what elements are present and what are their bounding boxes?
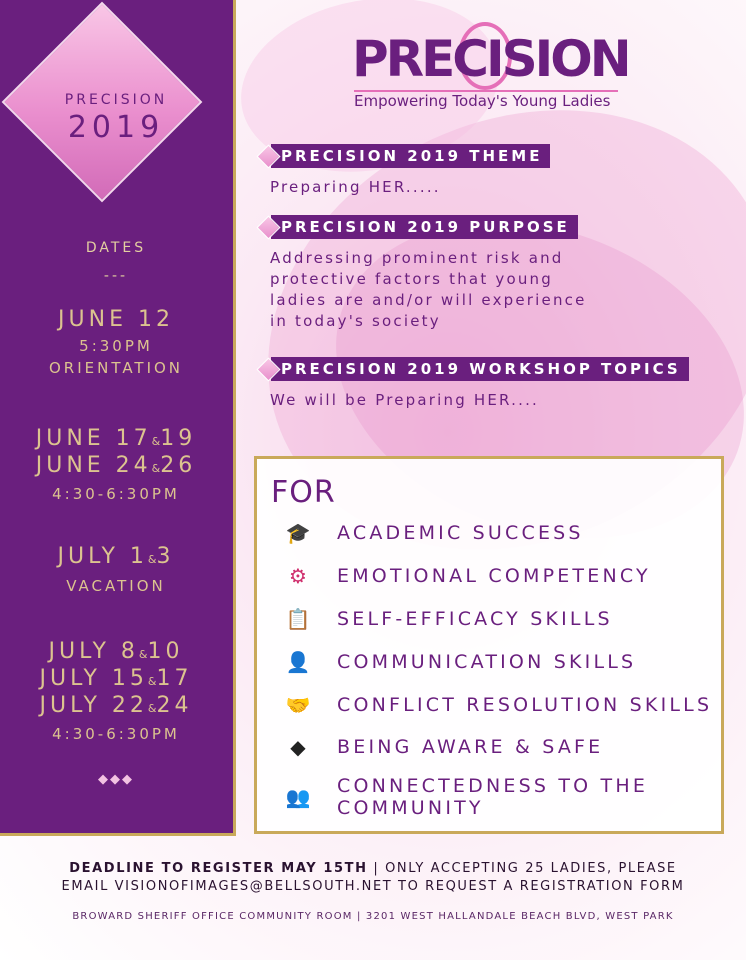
- logo-word: PRECISION: [352, 30, 629, 88]
- awareness-diamond-icon: ◆: [290, 735, 306, 759]
- date-text: JUNE 12: [58, 307, 174, 332]
- handshake-icon: 🤝: [285, 693, 311, 717]
- registration-info: [0, 860, 746, 896]
- date-block-vacation: [0, 545, 232, 597]
- community-people-icon: 👥: [285, 785, 311, 809]
- date-text: JUNE 24&26: [35, 453, 197, 478]
- date-block-july-sessions: [0, 640, 232, 745]
- workshop-topics-section: [260, 357, 689, 411]
- dates-sidebar: [0, 0, 236, 836]
- precision-logo: [352, 18, 632, 118]
- graduation-cap-icon: 🎓: [285, 521, 311, 545]
- clipboard-icon: 📋: [285, 607, 311, 631]
- topic-label: BEING AWARE & SAFE: [337, 736, 604, 758]
- date-text: JULY 22&24: [39, 693, 193, 718]
- topic-label: CONFLICT RESOLUTION SKILLS: [337, 694, 713, 716]
- topic-item: [283, 732, 603, 762]
- badge-line1: PRECISION: [64, 92, 168, 108]
- dates-heading: [0, 240, 232, 284]
- topic-label: EMOTIONAL COMPETENCY: [337, 565, 651, 587]
- date-text: JULY 8&10: [48, 639, 184, 664]
- badge-year: 2019: [67, 110, 165, 145]
- decorative-dots: ◆◆◆: [98, 772, 134, 787]
- deadline-text: DEADLINE TO REGISTER MAY 15TH: [69, 861, 368, 876]
- topic-label: COMMUNICATION SKILLS: [337, 651, 637, 673]
- email-instructions: EMAIL VISIONOFIMAGES@BELLSOUTH.NET TO REQUEST A REGISTRATION FORM: [61, 879, 685, 894]
- time-text: 4:30-6:30PM: [52, 485, 180, 503]
- theme-section: [260, 144, 550, 198]
- section-body: Addressing prominent risk and protective factors that young ladies are and/or will experience in today's society: [270, 249, 587, 330]
- date-block-orientation: [0, 308, 232, 379]
- speaker-presentation-icon: 👤: [285, 650, 311, 674]
- date-text: JULY 1&3: [57, 544, 175, 569]
- time-text: 4:30-6:30PM: [52, 725, 180, 743]
- note-text: ORIENTATION: [48, 359, 184, 377]
- venue-address: BROWARD SHERIFF OFFICE COMMUNITY ROOM | 3201 WEST HALLANDALE BEACH BLVD, WEST PARK: [72, 911, 674, 922]
- badge-text: [0, 92, 232, 145]
- topic-item: [283, 561, 651, 591]
- section-title: PRECISION 2019 WORKSHOP TOPICS: [271, 357, 689, 381]
- logo-tagline: Empowering Today's Young Ladies: [354, 92, 611, 110]
- topic-item: [283, 690, 712, 720]
- section-body: Preparing HER.....: [270, 178, 441, 196]
- time-text: 5:30PM: [79, 337, 153, 355]
- date-text: JUNE 17&19: [35, 426, 197, 451]
- capacity-text: | ONLY ACCEPTING 25 LADIES, PLEASE: [367, 861, 677, 876]
- dates-label: DATES: [85, 240, 147, 256]
- date-text: JULY 15&17: [39, 666, 193, 691]
- topic-item: [283, 518, 584, 548]
- section-title: PRECISION 2019 PURPOSE: [271, 215, 578, 239]
- topic-item: [283, 647, 636, 677]
- box-title: FOR: [271, 475, 336, 510]
- topic-item: [283, 775, 648, 819]
- date-block-june-sessions: [0, 427, 232, 505]
- topics-box: [254, 456, 724, 834]
- topic-label: SELF-EFFICACY SKILLS: [337, 608, 613, 630]
- topic-item: [283, 604, 613, 634]
- purpose-section: [260, 215, 587, 332]
- section-body: We will be Preparing HER....: [270, 391, 540, 409]
- topic-label: CONNECTEDNESS TO THE COMMUNITY: [337, 775, 649, 819]
- section-title: PRECISION 2019 THEME: [271, 144, 550, 168]
- dates-divider: ---: [103, 268, 129, 284]
- head-gears-icon: ⚙: [289, 564, 307, 588]
- note-text: VACATION: [66, 577, 166, 595]
- topic-label: ACADEMIC SUCCESS: [337, 522, 584, 544]
